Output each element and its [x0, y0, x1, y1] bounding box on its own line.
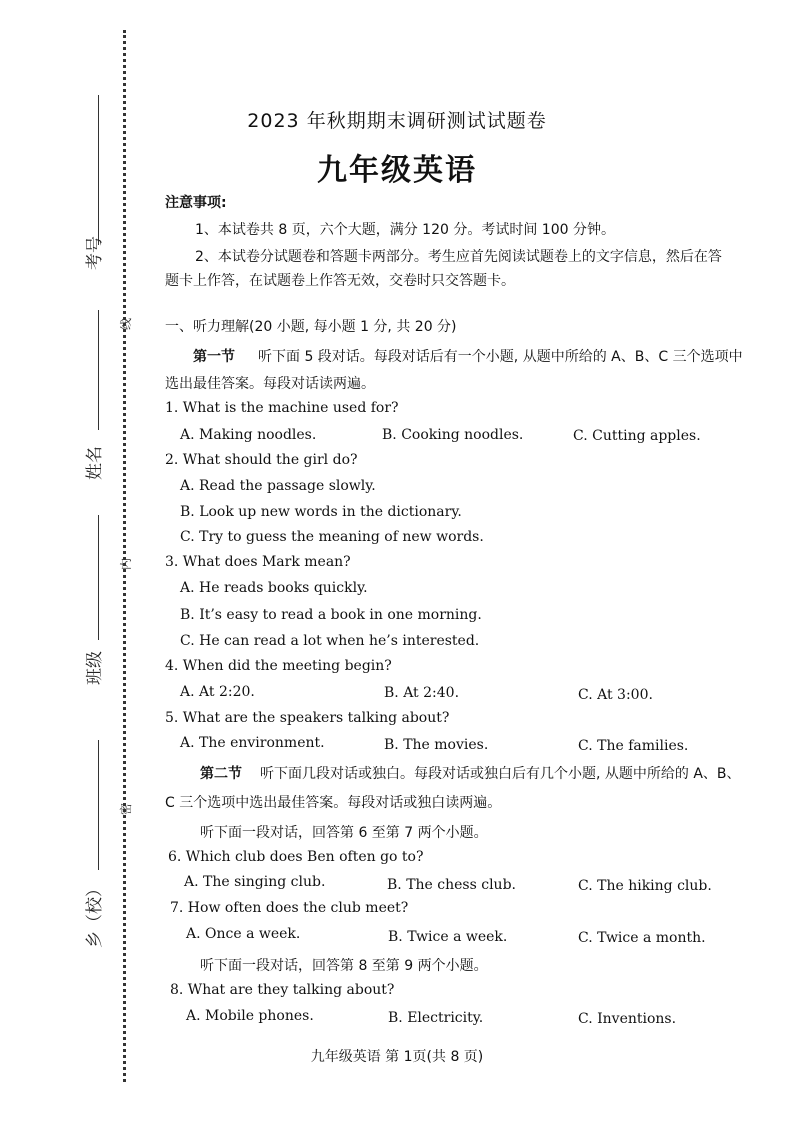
- seal-mark-xian: 线: [119, 317, 133, 330]
- section1-instructions-b: 选出最佳答案。每段对话读两遍。: [165, 376, 375, 392]
- question-7-option-a: A. Once a week.: [186, 926, 301, 942]
- section2-instructions-b: C 三个选项中选出最佳答案。每段对话或独白读两遍。: [165, 795, 502, 811]
- exam-no-label: 考号: [85, 236, 105, 270]
- question-6-option-c: C. The hiking club.: [578, 878, 712, 894]
- question-3-option-a: A. He reads books quickly.: [180, 580, 368, 596]
- question-4-option-a: A. At 2:20.: [180, 684, 255, 700]
- question-8-stem: 8. What are they talking about?: [170, 982, 395, 998]
- class-underline: [98, 515, 99, 640]
- school-label: 乡（校）: [85, 880, 105, 948]
- question-5-option-a: A. The environment.: [180, 735, 325, 751]
- question-4-stem: 4. When did the meeting begin?: [165, 658, 392, 674]
- notes-line-1: 1、本试卷共 8 页，六个大题，满分 120 分。考试时间 100 分钟。: [195, 222, 615, 238]
- question-8-option-a: A. Mobile phones.: [186, 1008, 314, 1024]
- question-7-option-c: C. Twice a month.: [578, 930, 706, 946]
- notes-heading: 注意事项:: [165, 195, 227, 211]
- question-3-option-b: B. It’s easy to read a book in one morning.: [180, 607, 482, 623]
- question-7-option-b: B. Twice a week.: [388, 929, 508, 945]
- question-6-option-b: B. The chess club.: [387, 877, 516, 893]
- question-5-option-c: C. The families.: [578, 738, 689, 754]
- notes-line-2b: 题卡上作答，在试题卷上作答无效，交卷时只交答题卡。: [165, 273, 515, 289]
- seal-mark-mi: 密: [119, 802, 133, 815]
- subject-title: 九年级英语: [317, 153, 477, 188]
- question-1-option-a: A. Making noodles.: [180, 427, 317, 443]
- school-underline: [98, 740, 99, 870]
- name-label: 姓名: [85, 446, 105, 480]
- dialogue-instruction-6-7: 听下面一段对话，回答第 6 至第 7 两个小题。: [200, 825, 488, 841]
- dialogue-instruction-8-9: 听下面一段对话，回答第 8 至第 9 两个小题。: [200, 958, 488, 974]
- question-8-option-b: B. Electricity.: [388, 1010, 484, 1026]
- question-1-option-c: C. Cutting apples.: [573, 428, 701, 444]
- question-5-stem: 5. What are the speakers talking about?: [165, 710, 450, 726]
- name-underline: [98, 310, 99, 430]
- question-5-option-b: B. The movies.: [384, 737, 489, 753]
- question-6-option-a: A. The singing club.: [184, 874, 326, 890]
- question-1-stem: 1. What is the machine used for?: [165, 400, 399, 416]
- part1-heading: 一、听力理解(20 小题, 每小题 1 分, 共 20 分): [165, 319, 457, 335]
- section2-instructions-a: 听下面几段对话或独白。每段对话或独白后有几个小题, 从题中所给的 A、B、: [260, 766, 741, 782]
- question-1-option-b: B. Cooking noodles.: [382, 427, 524, 443]
- question-2-option-b: B. Look up new words in the dictionary.: [180, 504, 462, 520]
- question-2-option-a: A. Read the passage slowly.: [180, 478, 376, 494]
- question-3-option-c: C. He can read a lot when he’s interested.: [180, 633, 480, 649]
- section2-title: 第二节: [200, 766, 242, 782]
- question-3-stem: 3. What does Mark mean?: [165, 554, 351, 570]
- question-8-option-c: C. Inventions.: [578, 1011, 677, 1027]
- exam-title: 2023 年秋期期末调研测试试题卷: [247, 110, 547, 132]
- class-label: 班级: [85, 651, 105, 685]
- question-2-option-c: C. Try to guess the meaning of new words.: [180, 529, 484, 545]
- question-2-stem: 2. What should the girl do?: [165, 452, 358, 468]
- seal-mark-nei: 内: [119, 557, 133, 570]
- notes-line-2a: 2、本试卷分试题卷和答题卡两部分。考生应首先阅读试题卷上的文字信息，然后在答: [195, 249, 722, 265]
- question-7-stem: 7. How often does the club meet?: [170, 900, 409, 916]
- page-footer: 九年级英语 第 1页(共 8 页): [310, 1049, 484, 1065]
- question-4-option-c: C. At 3:00.: [578, 687, 653, 703]
- section1-instructions-a: 听下面 5 段对话。每段对话后有一个小题, 从题中所给的 A、B、C 三个选项中: [258, 349, 743, 365]
- question-6-stem: 6. Which club does Ben often go to?: [168, 849, 424, 865]
- question-4-option-b: B. At 2:40.: [384, 685, 460, 701]
- section1-title: 第一节: [193, 349, 235, 365]
